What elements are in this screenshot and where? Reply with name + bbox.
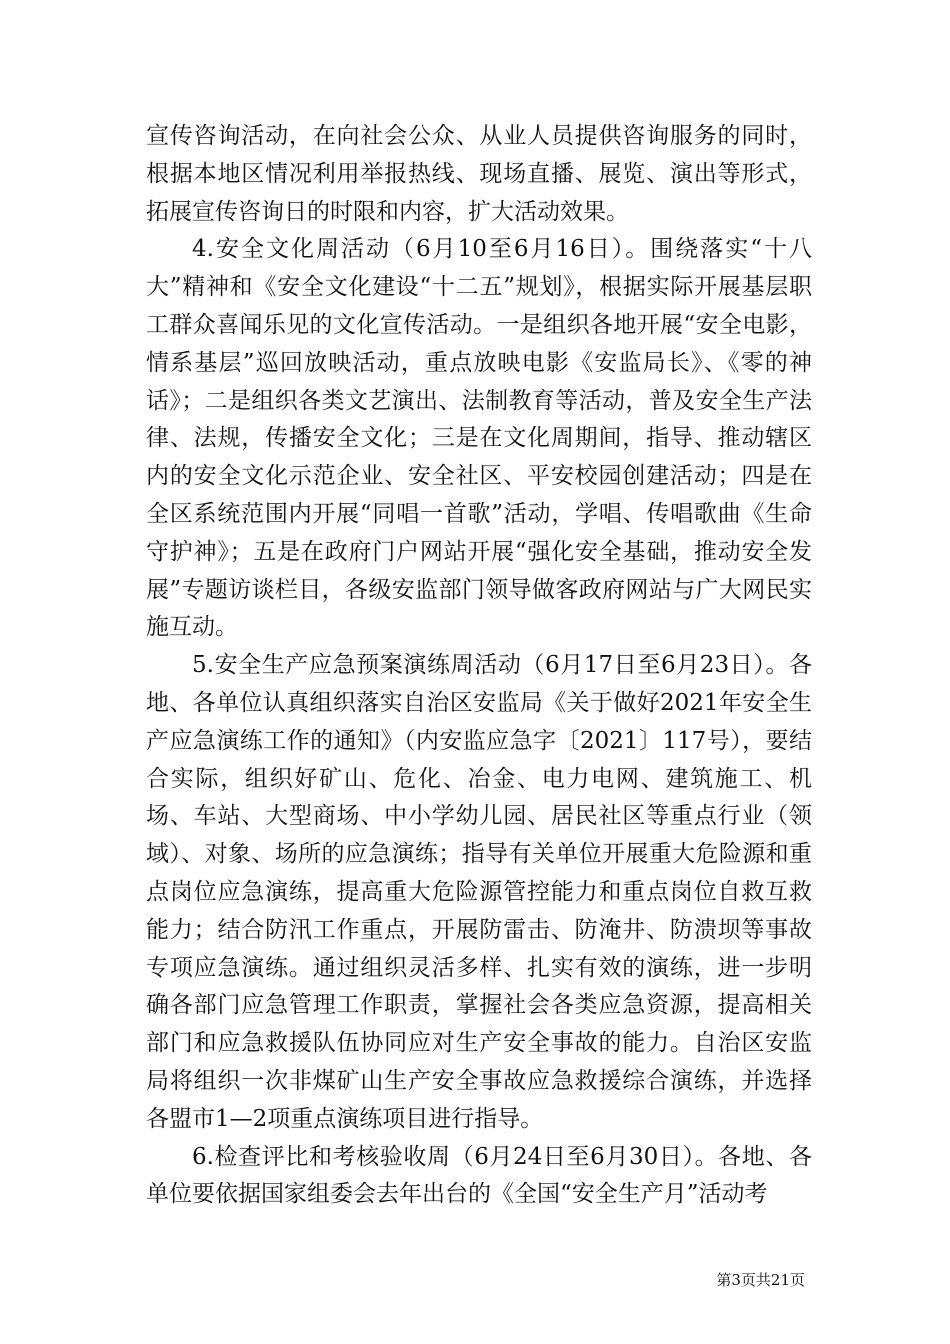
paragraph-emergency-drill-week: 5.安全生产应急预案演练周活动（6月17日至6月23日）。各地、各单位认真组织落实自治区安监局《关于做好2021年安全生产应急演练工作的通知》（内安监应急字〔2021〕117号），要结合实际，组织好矿山、危化、冶金、电力电网、建筑施工、机场、车站、大型商场、中小学幼儿园、居民社区等重点行业（领域）、对象、场所的应急演练；指导有关单位开展重大危险源和重点岗位应急演练，提高重大危险源管控能力和重点岗位自救互救能力；结合防汛工作重点，开展防雷击、防淹井、防溃坝等事故专项应急演练。通过组织灵活多样、扎实有效的演练，进一步明确各部门应急管理工作职责，掌握社会各类应急资源，提高相关部门和应急救援队伍协同应对生产安全事故的能力。自治区安监局将组织一次非煤矿山生产安全事故应急救援综合演练，并选择各盟市1—2项重点演练项目进行指导。 [146,652,812,1132]
page-number: 第3页共21页 [716,1271,805,1289]
paragraph-continuation: 宣传咨询活动，在向社会公众、从业人员提供咨询服务的同时，根据本地区情况利用举报热线、现场直播、展览、演出等形式，拓展宣传咨询日的时限和内容，扩大活动效果。 [146,123,812,225]
document-body [146,118,812,1214]
paragraph-inspection-week: 6.检查评比和考核验收周（6月24日至6月30日）。各地、各单位要依据国家组委会去年出台的《全国“安全生产月”活动考 [146,1143,812,1208]
paragraph-safety-culture-week: 4.安全文化周活动（6月10至6月16日）。围绕落实“十八大”精神和《安全文化建设“十二五”规划》，根据实际开展基层职工群众喜闻乐见的文化宣传活动。一是组织各地开展“安全电影，情系基层”巡回放映活动，重点放映电影《安监局长》、《零的神话》；二是组织各类文艺演出、法制教育等活动，普及安全生产法律、法规，传播安全文化；三是在文化周期间，指导、推动辖区内的安全文化示范企业、安全社区、平安校园创建活动；四是在全区系统范围内开展“同唱一首歌”活动，学唱、传唱歌曲《生命守护神》；五是在政府门户网站开展“强化安全基础，推动安全发展”专题访谈栏目，各级安监部门领导做客政府网站与广大网民实施互动。 [146,236,812,641]
